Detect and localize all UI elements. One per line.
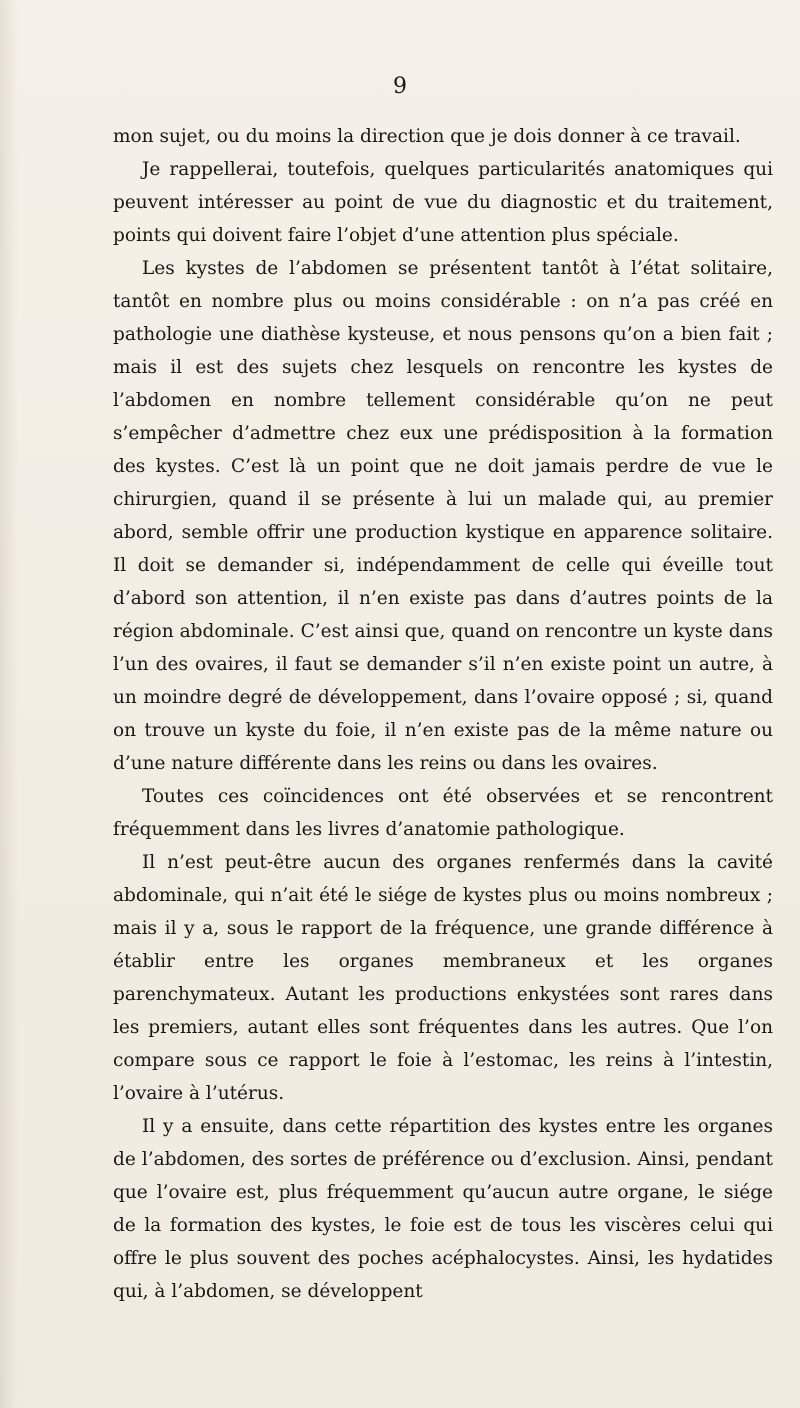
paragraph: Je rappellerai, toutefois, quelques particularités anatomiques qui peuvent intéresser au point de vue du diagnostic et du traitement, points qui doivent faire l’objet d’une attention plus spéciale. xyxy=(113,159,773,246)
body-text xyxy=(113,120,773,1308)
paragraph: Les kystes de l’abdomen se présentent tantôt à l’état solitaire, tantôt en nombre plus ou moins considérable : on n’a pas créé en pathologie une diathèse kysteuse, et nous pensons qu’on a bien fait ; mais il est des sujets chez lesquels on rencontre les kystes de l’abdomen en nombre tellement considérable qu’on ne peut s’empêcher d’admettre chez eux une prédisposition à la formation des kystes. C’est là un point que ne doit jamais perdre de vue le chirurgien, quand il se présente à lui un malade qui, au premier abord, semble offrir une production kystique en apparence solitaire. Il doit se demander si, indépendamment de celle qui éveille tout d’abord son attention, il n’en existe pas dans d’autres points de la région abdominale. C’est ainsi que, quand on rencontre un kyste dans l’un des ovaires, il faut se demander s’il n’en existe point un autre, à un moindre degré de développement, dans l’ovaire opposé ; si, quand on trouve un kyste du foie, il n’en existe pas de la même nature ou d’une nature différente dans les reins ou dans les ovaires. xyxy=(113,258,773,774)
paragraph: Il n’est peut-être aucun des organes renfermés dans la cavité abdominale, qui n’ait été le siége de kystes plus ou moins nombreux ; mais il y a, sous le rapport de la fréquence, une grande différence à établir entre les organes membraneux et les organes parenchymateux. Autant les productions enkystées sont rares dans les premiers, autant elles sont fréquentes dans les autres. Que l’on compare sous ce rapport le foie à l’estomac, les reins à l’intestin, l’ovaire à l’utérus. xyxy=(113,852,773,1104)
page-number: 9 xyxy=(393,74,407,99)
paragraph-continuation: mon sujet, ou du moins la direction que je dois donner à ce travail. xyxy=(113,126,741,147)
page-edge-shadow xyxy=(0,0,18,1408)
paragraph: Toutes ces coïncidences ont été observées et se rencontrent fréquemment dans les livres d’anatomie pathologique. xyxy=(113,786,773,840)
paragraph: Il y a ensuite, dans cette répartition des kystes entre les organes de l’abdomen, des sortes de préférence ou d’exclusion. Ainsi, pendant que l’ovaire est, plus fréquemment qu’aucun autre organe, le siége de la formation des kystes, le foie est de tous les viscères celui qui offre le plus souvent des poches acéphalocystes. Ainsi, les hydatides qui, à l’abdomen, se développent xyxy=(113,1116,773,1302)
